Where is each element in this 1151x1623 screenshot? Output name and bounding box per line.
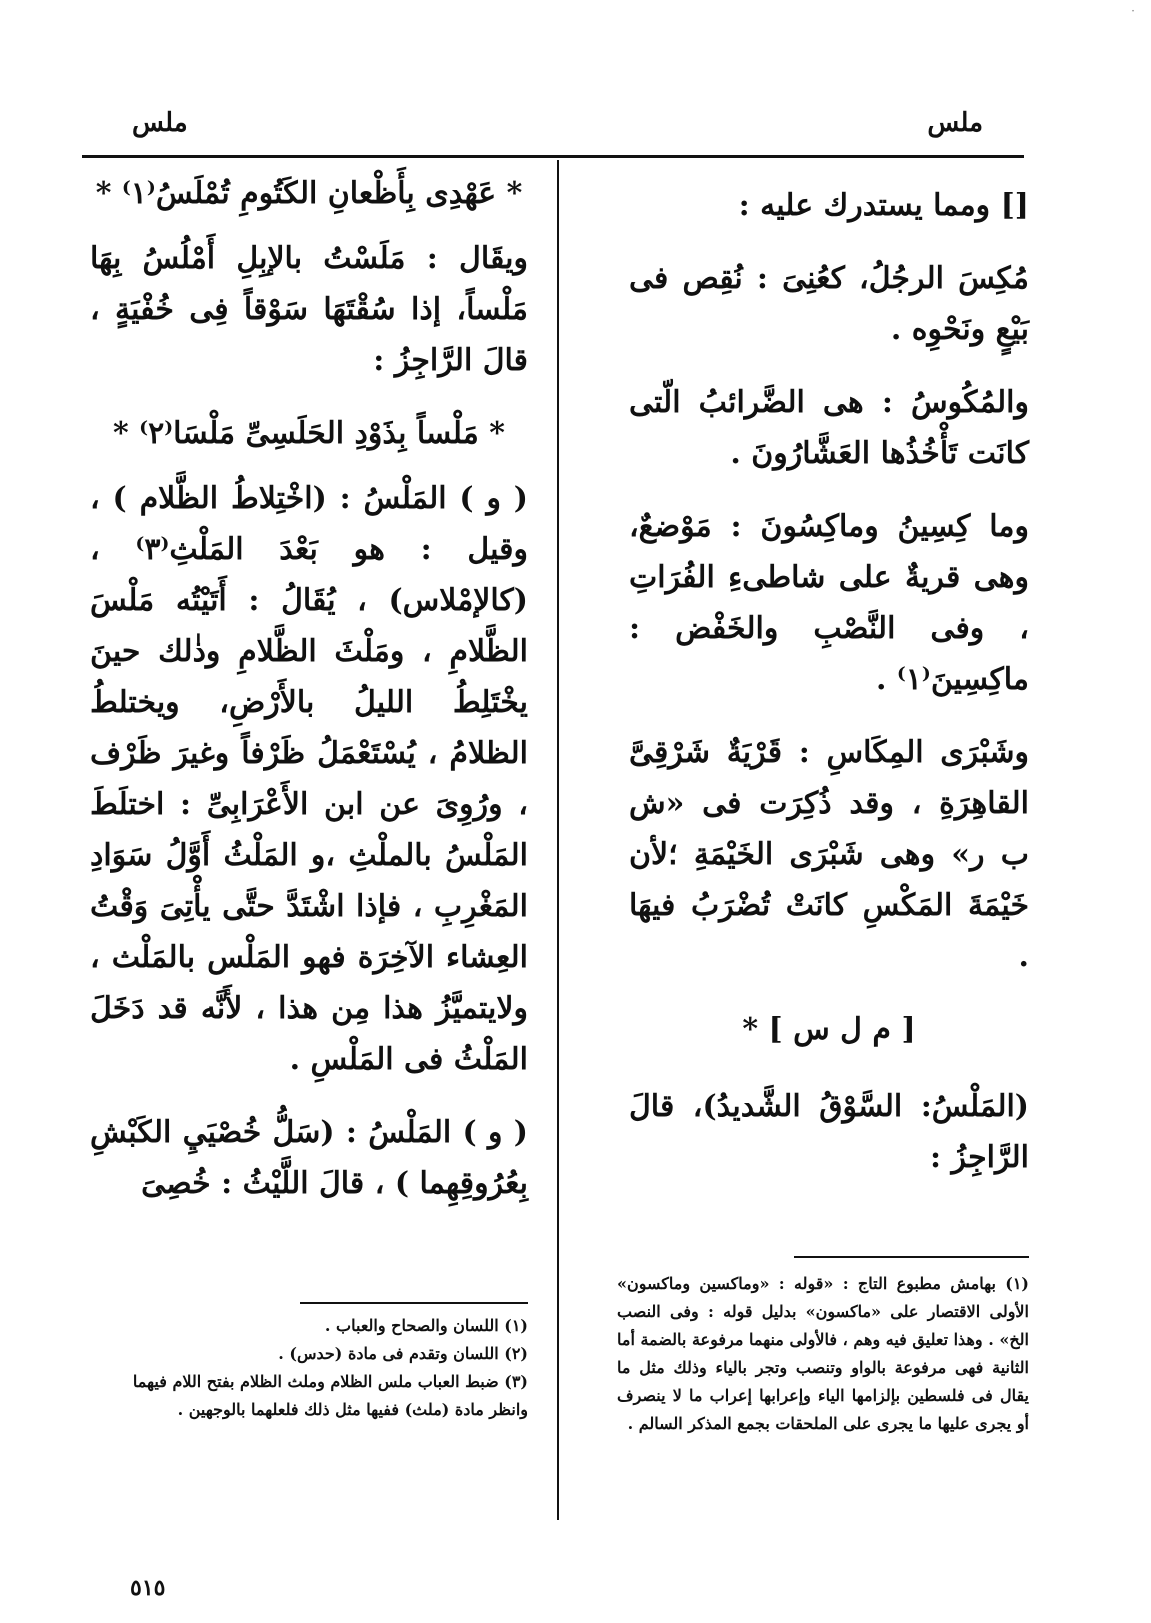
paragraph: ويقَال : مَلَسْتُ بالإبِلِ أَمْلُسُ بِهَا مَلْساً، إذا سُقْتَهَا سَوْقاً فِى خُفْيَةٍ ، قالَ الرَّاجِزُ : (90, 241, 528, 378)
footnote: (٣) ضبط العباب ملس الظلام وملث الظلام بفتح اللام فيهما وانظر مادة (ملث) ففيها مثل ذلك فلعلهما بالوجهين . (132, 1372, 528, 1419)
header-rule (82, 155, 1024, 158)
footnote: (١) اللسان والصحاح والعباب . (324, 1316, 528, 1335)
running-head-right: ملس (927, 108, 983, 138)
left-column (90, 168, 528, 1231)
corner-mark: · (1131, 4, 1135, 18)
footnotes-left (90, 1312, 528, 1424)
paragraph: وما كِسِينُ وماكِسُونَ : مَوْضعٌ، وهى قريةٌ على شاطىءِ الفُرَاتِ ، وفى النَّصْبِ والخَفْض : ماكِسِينَ⁽١⁾ . (629, 509, 1029, 697)
running-head-left: ملس (132, 108, 188, 138)
paragraph: ( و ) المَلْسُ : (اخْتِلاطُ الظَّلام ) ، وقيل : هو بَعْدَ المَلْثِ⁽٣⁾ ، (كالإمْلاس) ، يُقَالُ : أَتَيْتُه مَلْسَ الظَّلامِ ، ومَلْثَ الظَّلامِ وذٰلك حينَ يخْتَلِطُ الليلُ بالأَرْضِ، ويختلطُ الظلامُ ، يُسْتَعْمَلُ ظَرْفاً وغيرَ ظَرْف ، ورُوِىَ عن ابن الأَعْرَابِىِّ : اختلَطَ المَلْسُ بالملْثِ ،و المَلْثُ أَوَّلُ سَوَادِ المَغْرِبِ ، فإذا اشْتَدَّ حتَّى يأْتِىَ وَقْتُ العِشاء الآخِرَة فهو المَلْس بالمَلْث ، ولايتميَّزُ هذا مِن هذا ، لأَنَّه قد دَخَلَ المَلْثُ فى المَلْسِ . (90, 481, 528, 1077)
paragraph: (المَلْسُ: السَّوْقُ الشَّديدُ)، قالَ الرَّاجِزُ : (629, 1089, 1029, 1175)
right-column (629, 180, 1029, 1205)
footnote: (١) بهامش مطبوع التاج : «قوله : «وماكسين وماكسون» الأولى الاقتصار على «ماكسون» بدليل قوله : وفى النصب الخ» . وهذا تعليق فيه وهم ، فالأولى منهما مرفوعة بالضمة أما الثانية فهى مرفوعة بالواو وتنصب وتجر بالياء وذلك مثل ما يقال فى فلسطين بإلزامها الياء وإعرابها إعراب ما لا ينصرف أو يجرى عليها ما يجرى على الملحقات بجمع المذكر السالم . (617, 1274, 1029, 1433)
verse-line: * عَهْدِى بِأَظْعانِ الكَتُومِ تُمْلَسُ⁽١⁾ * (95, 176, 523, 211)
footnote: (٢) اللسان وتقدم فى مادة (حدس) . (278, 1344, 528, 1363)
paragraph: مُكِسَ الرجُلُ، كعُنِىَ : نُقِص فى بَيْعٍ ونَحْوِه . (629, 261, 1029, 347)
page-number: ٥١٥ (130, 1575, 166, 1601)
footnote-rule-left (300, 1302, 528, 1304)
paragraph: وشَبْرَى المِكَاسِ : قَرْيَةٌ شَرْقِىَّ القاهِرَةِ ، وقد ذُكِرَت فى «ش ب ر» وهى شَبْرَى الخَيْمَةِ ؛لأن خَيْمَةَ المَكْسِ كانَتْ تُضْرَبُ فيهَا . (629, 735, 1029, 974)
paragraph: والمُكُوسُ : هى الضَّرائبُ الّتى كانَت تَأْخُذُها العَشَّارُونَ . (629, 385, 1029, 471)
paragraph: ( و ) المَلْسُ : (سَلُّ خُصْيَيِ الكَبْشِ بِعُرُوقِهِما ) ، قالَ اللَّيْثُ : خُصِىَ (90, 1115, 528, 1201)
column-divider (557, 160, 559, 1520)
entry-root-heading: [ م ل س ] * (742, 1012, 916, 1047)
footnotes-right (617, 1270, 1029, 1438)
footnote-rule-right (794, 1256, 1029, 1258)
verse-line: * مَلْساً بِذَوْدِ الحَلَسِىِّ مَلْسَا⁽٢⁾ * (113, 416, 505, 451)
paragraph: [] ومما يستدرك عليه : (738, 188, 1029, 223)
